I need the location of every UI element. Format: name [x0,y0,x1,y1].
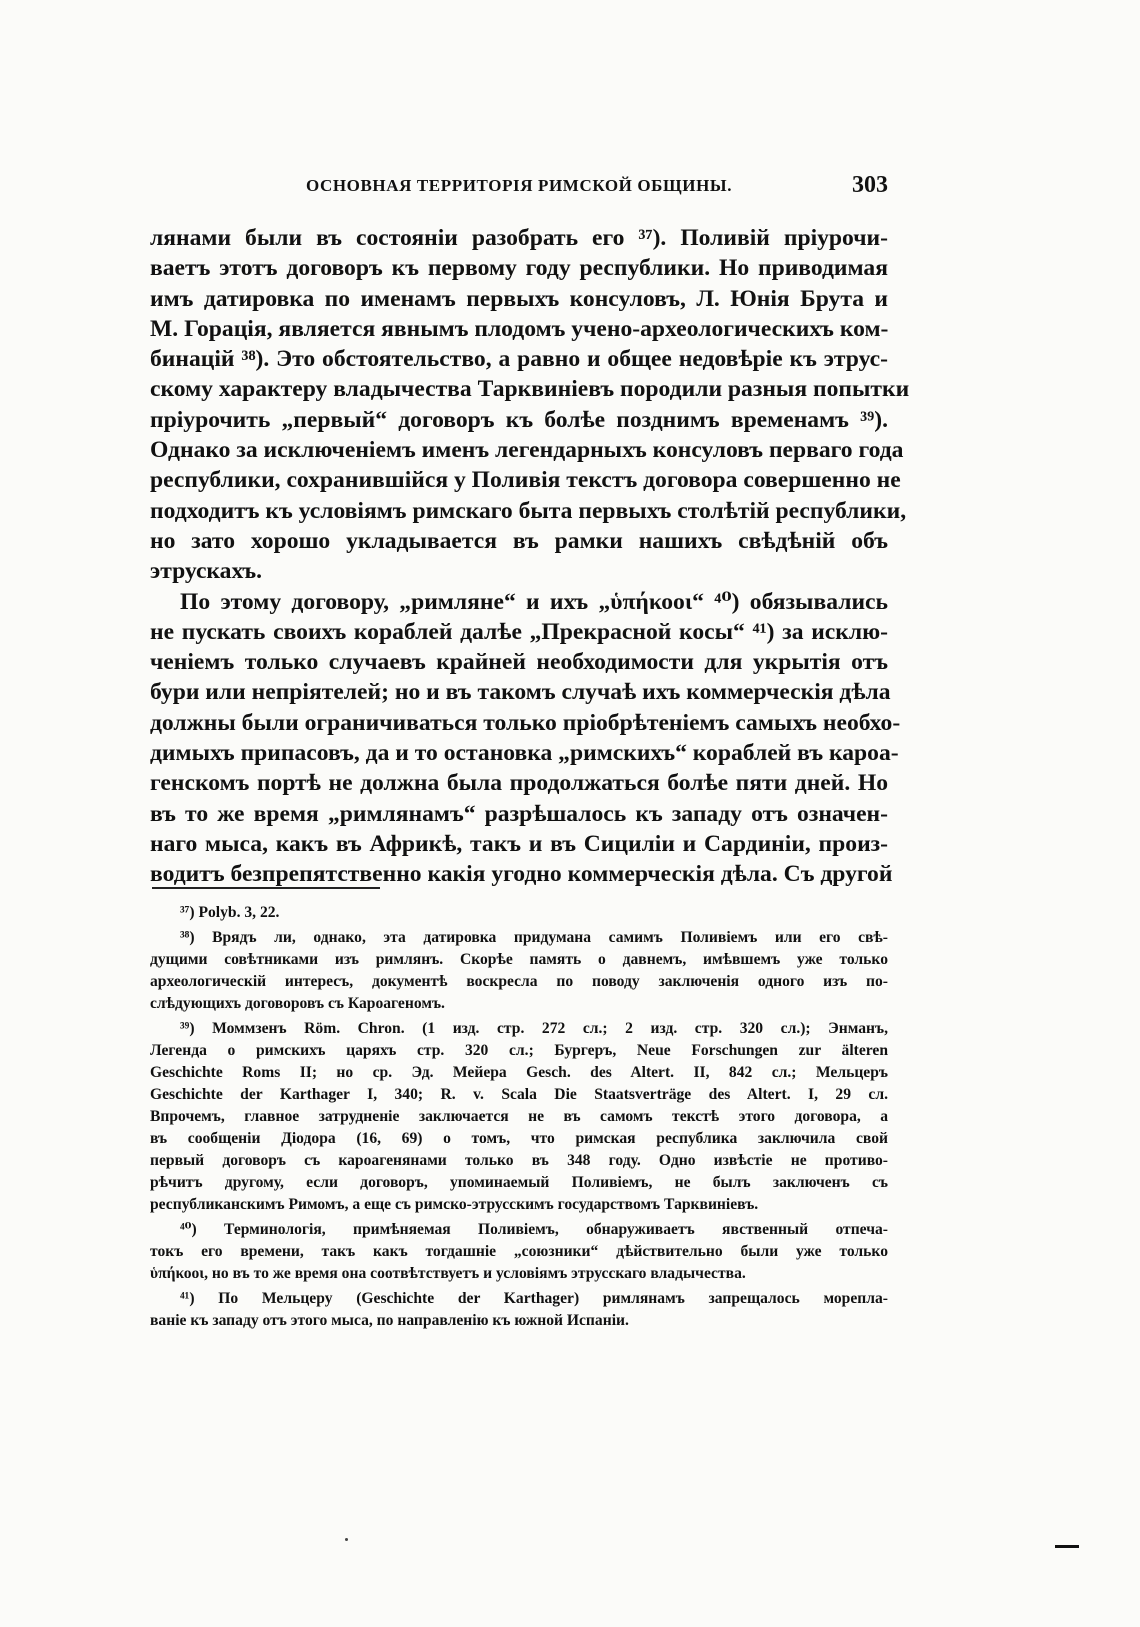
text-line: ченіемъ только случаевъ крайней необходимости для укрытія отъ [150,649,888,676]
footnote-line: республиканскимъ Римомъ, а еще съ римско-этрусскимъ государствомъ Тарквиніевъ. [150,1196,759,1213]
text-line: генскомъ портѣ не должна была продолжаться болѣе пяти дней. Но [150,770,888,797]
text-line: подходитъ къ условіямъ римскаго быта первыхъ столѣтій республики, [150,497,907,524]
text-line: республики, сохранившійся у Поливія текстъ договора совершенно не [150,467,901,494]
running-title: ОСНОВНАЯ ТЕРРИТОРІЯ РИМСКОЙ ОБЩИНЫ. [305,176,733,195]
footnote-40: ⁴⁰) Терминологія, примѣняемая Поливіемъ, обнаруживаетъ явственный отпеча- [180,1221,888,1238]
footnote-line: дущими совѣтниками изъ римлянъ. Скорѣе память о давнемъ, имѣвшемъ уже только [150,951,888,968]
main-text [150,223,910,890]
text-line: Однако за исключеніемъ именъ легендарныхъ консуловъ перваго года [150,437,904,464]
text-line: не пускать своихъ кораблей далѣе „Прекрасной косы“ ⁴¹) за исклю- [150,618,888,645]
page-header [150,172,888,206]
text-line: наго мыса, какъ въ Африкѣ, такъ и въ Сициліи и Сардиніи, произ- [150,830,888,857]
scan-edge-mark [1055,1545,1079,1548]
footnote-line: Легенда о римскихъ царяхъ стр. 320 сл.; Бургеръ, Neue Forschungen zur älteren [150,1042,888,1059]
text-line: димыхъ припасовъ, да и то остановка „римскихъ“ кораблей въ кароа- [150,740,899,767]
text-line: М. Горація, является явнымъ плодомъ учено-археологическихъ ком- [150,315,889,342]
text-line: имъ датировка по именамъ первыхъ консуловъ, Л. Юнія Брута и [150,285,888,312]
footnote-38: ³⁸) Врядъ ли, однако, эта датировка придумана самимъ Поливіемъ или его свѣ- [180,929,888,946]
text-line: должны были ограничиваться только пріобрѣтеніемъ самыхъ необхо- [150,709,901,736]
page-number: 303 [852,172,888,198]
text-line: ваетъ этотъ договоръ къ первому году республики. Но приводимая [150,255,888,282]
text-line: этрускахъ. [150,558,263,585]
footnote-line: Geschichte Roms II; но ср. Эд. Мейера Gesch. des Altert. II, 842 сл.; Мельцеръ [150,1064,888,1081]
footnote-line: токъ его времени, такъ какъ тогдашніе „союзники“ дѣйствительно были уже только [150,1243,888,1260]
footnote-37: ³⁷) Polyb. 3, 22. [180,904,280,921]
footnote-line: археологическій интересъ, документѣ воскресла по поводу заключенія одного изъ по- [150,973,888,990]
text-line: лянами были въ состояніи разобрать его ³⁷). Поливій пріурочи- [150,225,888,251]
footnote-line: ὑπήκοοι, но въ то же время она соотвѣтствуетъ и условіямъ этрусскаго владычества. [150,1265,746,1282]
footnote-41: ⁴¹) По Мельцеру (Geschichte der Karthager) римлянамъ запрещалось мореплa- [180,1290,888,1307]
footnote-line: Geschichte der Karthager I, 340; R. v. Scala Die Staatsverträge des Altert. I, 29 сл. [150,1086,888,1103]
text-line: скому характеру владычества Тарквиніевъ породили разныя попытки [150,376,910,403]
text-line: По этому договору, „римляне“ и ихъ „ὑπήκοοι“ ⁴⁰) обязывались [180,588,888,615]
text-line: бури или непріятелей; но и въ такомъ случаѣ ихъ коммерческія дѣла [150,679,891,706]
footnote-line: ваніе къ западу отъ этого мыса, по направленію къ южной Испаніи. [150,1312,629,1329]
footnote-line: первый договоръ съ кароагенянами только въ 348 году. Одно извѣстіе не противо- [150,1152,888,1169]
text-line: водитъ безпрепятственно какія угодно коммерческія дѣла. Съ другой [150,861,893,888]
footnote-divider [152,887,380,889]
footnote-line: слѣдующихъ договоровъ съ Кароагеномъ. [150,995,445,1012]
text-line: но зато хорошо укладывается въ рамки нашихъ свѣдѣній объ [150,527,888,554]
footnotes [150,902,888,1335]
footnote-line: въ сообщеніи Діодора (16, 69) о томъ, что римская республика заключила свой [150,1130,888,1147]
footnote-line: Впрочемъ, главное затрудненіе заключается не въ самомъ текстѣ этого договора, а [150,1108,888,1125]
footnote-39: ³⁹) Моммзенъ Röm. Chron. (1 изд. стр. 272 сл.; 2 изд. стр. 320 сл.); Энманъ, [180,1020,888,1037]
text-line: бинацій ³⁸). Это обстоятельство, а равно и общее недовѣріе къ этрус- [150,346,888,373]
text-line: въ то же время „римлянамъ“ разрѣшалось къ западу отъ означен- [150,800,888,827]
scan-speck [345,1538,348,1541]
text-line: пріурочить „первый“ договоръ къ болѣе позднимъ временамъ ³⁹). [150,406,888,433]
footnote-line: рѣчитъ другому, если договоръ, упоминаемый Поливіемъ, не былъ заключенъ съ [150,1174,888,1191]
